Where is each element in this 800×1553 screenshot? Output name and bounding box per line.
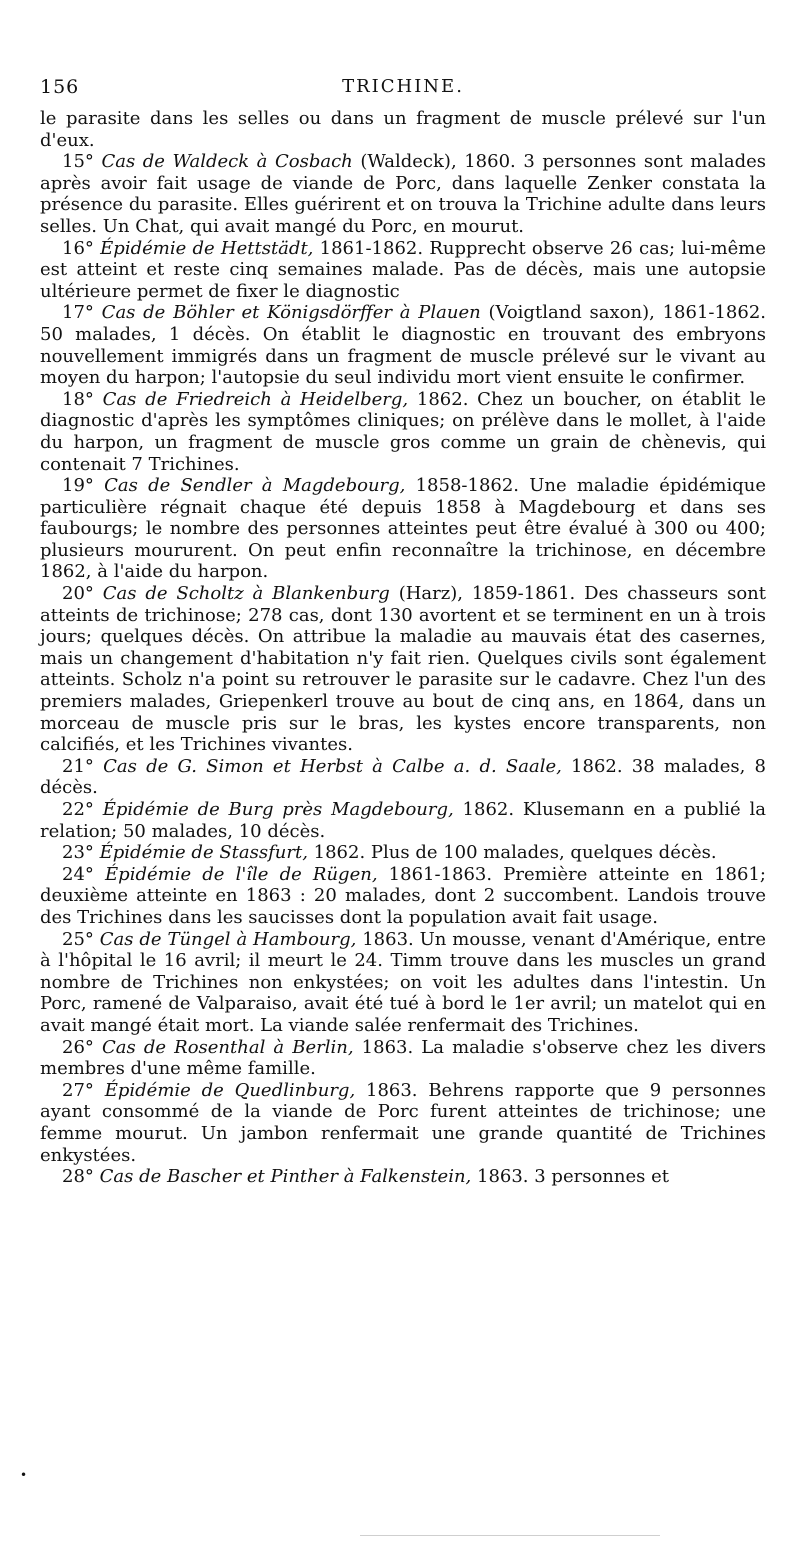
case-title: Épidémie de l'île de Rügen, [105, 863, 378, 885]
case-entry-26 [40, 1037, 766, 1080]
body-text [40, 108, 766, 1188]
case-entry-17 [40, 302, 766, 388]
case-entry-16 [40, 238, 766, 303]
case-entry-20 [40, 583, 766, 756]
case-text: 1858-1862. Une maladie épidémique particulière régnait chaque été depuis 1858 à Magdebourg et dans ses faubourgs; le nombre des personnes atteintes peut être évalué à 300 ou 400; plusieurs moururent. On peut enfin reconnaître la trichinose, en décembre 1862, à l'aide du harpon. [40, 475, 766, 583]
continuation-paragraph: le parasite dans les selles ou dans un fragment de muscle prélevé sur l'un d'eux. [40, 108, 766, 151]
case-text: 1862. Klusemann en a publié la relation; 50 malades, 10 décès. [40, 799, 766, 842]
case-entry-23 [40, 842, 766, 864]
case-entry-25 [40, 929, 766, 1037]
document-page [40, 76, 766, 1188]
case-entry-27 [40, 1080, 766, 1166]
case-entry-21 [40, 756, 766, 799]
case-entry-18 [40, 389, 766, 475]
case-title: Cas de Waldeck à Cosbach [101, 151, 353, 173]
case-number: 21° [62, 755, 94, 777]
case-title: Épidémie de Stassfurt, [99, 842, 308, 864]
case-text: 1862. Plus de 100 malades, quelques décès. [307, 842, 717, 864]
faint-footer-rule [360, 1535, 660, 1536]
case-text: 1862. 38 malades, 8 décès. [40, 755, 766, 799]
running-title: TRICHINE. [342, 76, 464, 97]
case-title: Cas de Rosenthal à Berlin, [102, 1036, 354, 1058]
case-number: 23° [62, 842, 94, 864]
case-number: 17° [62, 302, 94, 324]
case-title: Épidémie de Hettstädt, [100, 237, 314, 259]
case-text: 1863. Behrens rapporte que 9 personnes ayant consommé de la viande de Porc furent atteintes de trichinose; une femme mourut. Un jambon renfermait une grande quantité de Trichines enkystées. [40, 1079, 766, 1166]
case-title: Cas de Böhler et Königsdörffer à Plauen [101, 302, 481, 324]
case-text: 1862. Chez un boucher, on établit le diagnostic d'après les symptômes cliniques; on prélève dans le mollet, à l'aide du harpon, un fragment de muscle gros comme un grain de chènevis, qui contenait 7 Trichines. [40, 388, 766, 475]
case-number: 27° [62, 1079, 94, 1101]
running-head [40, 76, 766, 106]
case-number: 22° [62, 799, 94, 820]
case-text: 1861-1863. Première atteinte en 1861; deuxième atteinte en 1863 : 20 malades, dont 2 succombent. Landois trouve des Trichines dans les saucisses dont la population avait fait usage. [40, 863, 766, 928]
case-text: 1863. Un mousse, venant d'Amérique, entre à l'hôpital le 16 avril; il meurt le 24. Timm trouve dans les muscles un grand nombre de Trichines non enkystées; on voit les adultes dans l'intestin. Un Porc, ramené de Valparaiso, avait été tué à bord le 1er avril; un matelot qui en avait mangé était mort. La viande salée renfermait des Trichines. [40, 928, 766, 1036]
case-number: 26° [62, 1036, 94, 1058]
case-title: Épidémie de Burg près Magdebourg, [102, 799, 454, 820]
case-number: 25° [62, 928, 94, 950]
stray-ink-mark: • [20, 1468, 28, 1482]
case-title: Cas de G. Simon et Herbst à Calbe a. d. Saale, [103, 755, 562, 777]
case-title: Cas de Friedreich à Heidelberg, [102, 388, 409, 410]
case-title: Cas de Tüngel à Hambourg, [99, 928, 357, 950]
case-entry-22 [40, 799, 766, 842]
case-entry-28 [40, 1166, 766, 1188]
case-number: 15° [62, 151, 94, 173]
case-number: 24° [62, 863, 94, 885]
page-number: 156 [40, 76, 80, 98]
case-text: (Harz), 1859-1861. Des chasseurs sont atteints de trichinose; 278 cas, dont 130 avortent et se terminent en un à trois jours; quelques décès. On attribue la maladie au mauvais état des casernes, mais un changement d'habitation n'y fait rien. Quelques civils sont également atteints. Scholz n'a point su retrouver le parasite sur le cadavre. Chez l'un des premiers malades, Griepenkerl trouve au bout de cinq ans, en 1864, dans un morceau de muscle pris sur le bras, les kystes encore transparents, non calcifiés, et les Trichines vivantes. [40, 583, 766, 756]
case-text: 1863. La maladie s'observe chez les divers membres d'une même famille. [40, 1036, 766, 1080]
case-title: Cas de Scholtz à Blankenburg [102, 583, 390, 605]
case-text: (Waldeck), 1860. 3 personnes sont malades après avoir fait usage de viande de Porc, dans laquelle Zenker constata la présence du parasite. Elles guérirent et on trouva la Trichine adulte dans leurs selles. Un Chat, qui avait mangé du Porc, en mourut. [40, 151, 766, 237]
case-number: 16° [62, 237, 94, 259]
case-entry-19 [40, 475, 766, 583]
case-number: 28° [62, 1166, 94, 1188]
case-title: Épidémie de Quedlinburg, [104, 1079, 356, 1101]
case-text: 1863. 3 personnes et [471, 1166, 669, 1188]
case-title: Cas de Bascher et Pinther à Falkenstein, [99, 1166, 472, 1188]
case-number: 20° [62, 583, 94, 605]
case-entry-24 [40, 864, 766, 929]
case-entry-15 [40, 151, 766, 237]
case-text: 1861-1862. Rupprecht observe 26 cas; lui-même est atteint et reste cinq semaines malade. Pas de décès, mais une autopsie ultérieure permet de fixer le diagnostic [40, 237, 766, 302]
case-title: Cas de Sendler à Magdebourg, [104, 475, 406, 497]
case-text: (Voigtland saxon), 1861-1862. 50 malades, 1 décès. On établit le diagnostic en trouvant des embryons nouvellement immigrés dans un fragment de muscle prélevé sur le vivant au moyen du harpon; l'autopsie du seul individu mort vient ensuite le confirmer. [40, 302, 767, 389]
case-number: 18° [62, 388, 94, 410]
case-number: 19° [62, 475, 94, 497]
